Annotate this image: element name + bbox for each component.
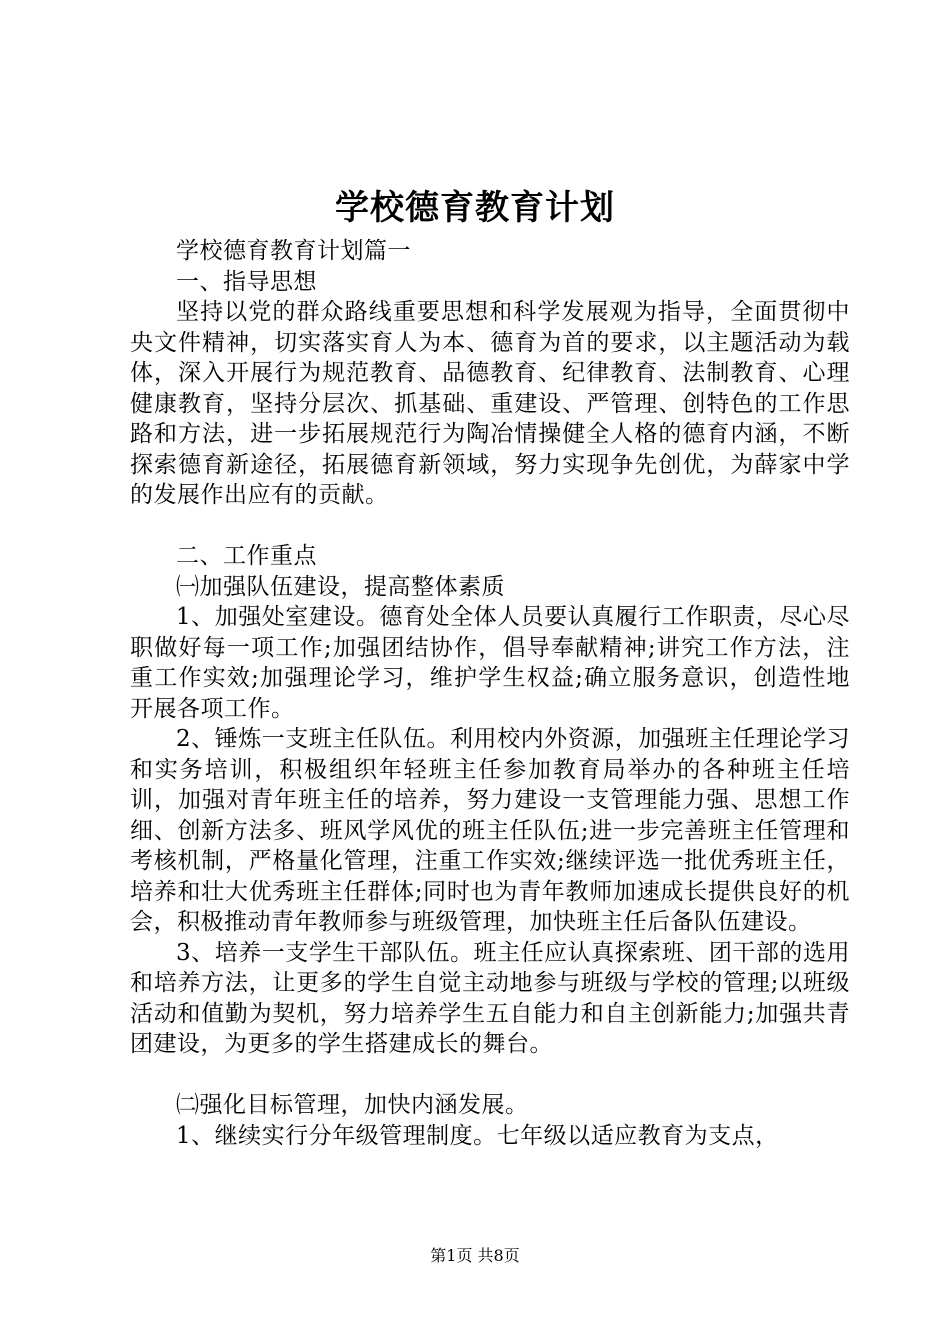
subheading-team-building: ㈠加强队伍建设，提高整体素质 bbox=[176, 573, 505, 600]
paragraph-student-cadre-team: 3、培养一支学生干部队伍。班主任应认真探索班、团干部的选用和培养方法，让更多的学生自觉主动地参与班级与学校的管理;以班级活动和值勤为契机，努力培养学生五自能力和自主创新能力;加强共青团建设，为更多的学生搭建成长的舞台。 bbox=[130, 939, 850, 1057]
paragraph-gap bbox=[130, 1060, 850, 1091]
section-heading-part-one: 学校德育教育计划篇一 bbox=[176, 238, 411, 264]
page-number-footer: 第1页 共8页 bbox=[430, 1246, 520, 1265]
heading-work-focus: 二、工作重点 bbox=[176, 543, 317, 569]
paragraph-office-building: 1、加强处室建设。德育处全体人员要认真履行工作职责，尽心尽职做好每一项工作;加强团结协作，倡导奉献精神;讲究工作方法，注重工作实效;加强理论学习，维护学生权益;确立服务意识，创造性地开展各项工作。 bbox=[130, 604, 850, 722]
paragraph-gap bbox=[130, 511, 850, 542]
heading-guiding-ideology: 一、指导思想 bbox=[176, 268, 317, 295]
paragraph-grade-management: 1、继续实行分年级管理制度。七年级以适应教育为支点， bbox=[176, 1122, 779, 1149]
document-body bbox=[130, 236, 850, 1151]
paragraph-guiding-ideology: 坚持以党的群众路线重要思想和科学发展观为指导，全面贯彻中央文件精神，切实落实育人为本、德育为首的要求，以主题活动为载体，深入开展行为规范教育、品德教育、纪律教育、法制教育、心理健康教育，坚持分层次、抓基础、重建设、严管理、创特色的工作思路和方法，进一步拓展规范行为陶冶情操健全人格的德育内涵，不断探索德育新途径，拓展德育新领域，努力实现争先创优，为薛家中学的发展作出应有的贡献。 bbox=[130, 299, 850, 508]
paragraph-head-teacher-team: 2、锤炼一支班主任队伍。利用校内外资源，加强班主任理论学习和实务培训，积极组织年轻班主任参加教育局举办的各种班主任培训，加强对青年班主任的培养，努力建设一支管理能力强、思想工作细、创新方法多、班风学风优的班主任队伍;进一步完善班主任管理和考核机制，严格量化管理，注重工作实效;继续评选一批优秀班主任，培养和壮大优秀班主任群体;同时也为青年教师加速成长提供良好的机会，积极推动青年教师参与班级管理，加快班主任后备队伍建设。 bbox=[130, 726, 850, 935]
document-title: 学校德育教育计划 bbox=[335, 188, 615, 228]
subheading-target-management: ㈡强化目标管理，加快内涵发展。 bbox=[176, 1092, 529, 1118]
